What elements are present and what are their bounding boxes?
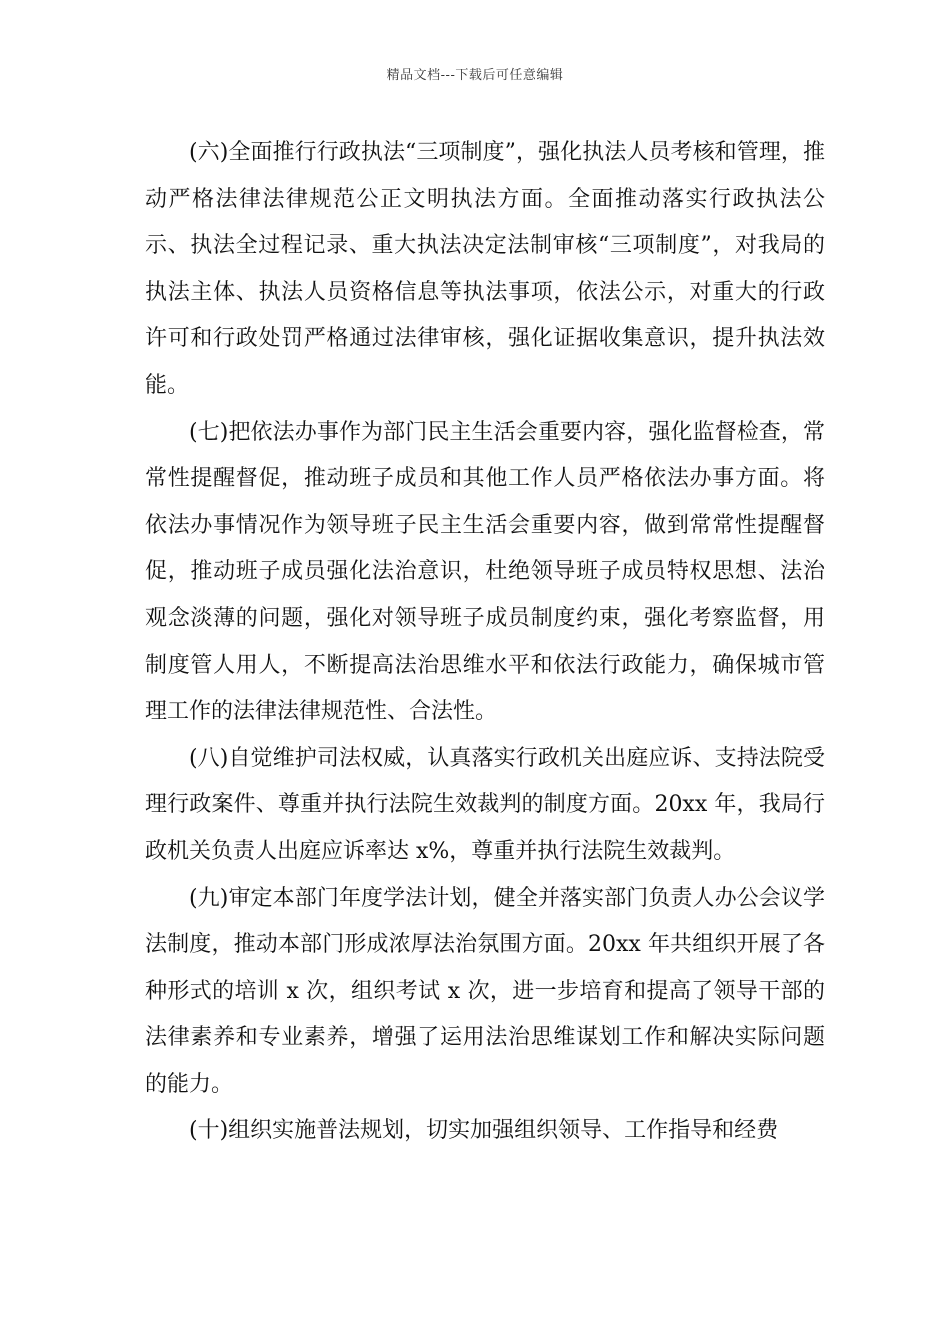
paragraph-6: (六)全面推行行政执法“三项制度”，强化执法人员考核和管理，推动严格法律法律规范公正文明执法方面。全面推动落实行政执法公示、执法全过程记录、重大执法决定法制审核“三项制度”，对我局的执法主体、执法人员资格信息等执法事项，依法公示，对重大的行政许可和行政处罚严格通过法律审核，强化证据收集意识，提升执法效能。 xyxy=(145,140,825,398)
paragraph-7: (七)把依法办事作为部门民主生活会重要内容，强化监督检查，常常性提醒督促，推动班子成员和其他工作人员严格依法办事方面。将依法办事情况作为领导班子民主生活会重要内容，做到常常性提醒督促，推动班子成员强化法治意识，杜绝领导班子成员特权思想、法治观念淡薄的问题，强化对领导班子成员制度约束，强化考察监督，用制度管人用人，不断提高法治思维水平和依法行政能力，确保城市管理工作的法律法律规范性、合法性。 xyxy=(145,419,825,725)
paragraph-9: (九)审定本部门年度学法计划，健全并落实部门负责人办公会议学法制度，推动本部门形成浓厚法治氛围方面。20xx 年共组织开展了各种形式的培训 x 次，组织考试 x 次，进一步培育和提高了领导干部的法律素养和专业素养，增强了运用法治思维谋划工作和解决实际问题的能力。 xyxy=(145,885,825,1097)
document-body xyxy=(145,130,825,1155)
paragraph-8: (八)自觉维护司法权威，认真落实行政机关出庭应诉、支持法院受理行政案件、尊重并执行法院生效裁判的制度方面。20xx 年，我局行政机关负责人出庭应诉率达 x%，尊重并执行法院生效裁判。 xyxy=(145,745,825,864)
paragraph-10: (十)组织实施普法规划，切实加强组织领导、工作指导和经费 xyxy=(189,1118,779,1144)
document-header: 精品文档---下载后可任意编辑 xyxy=(386,68,564,83)
